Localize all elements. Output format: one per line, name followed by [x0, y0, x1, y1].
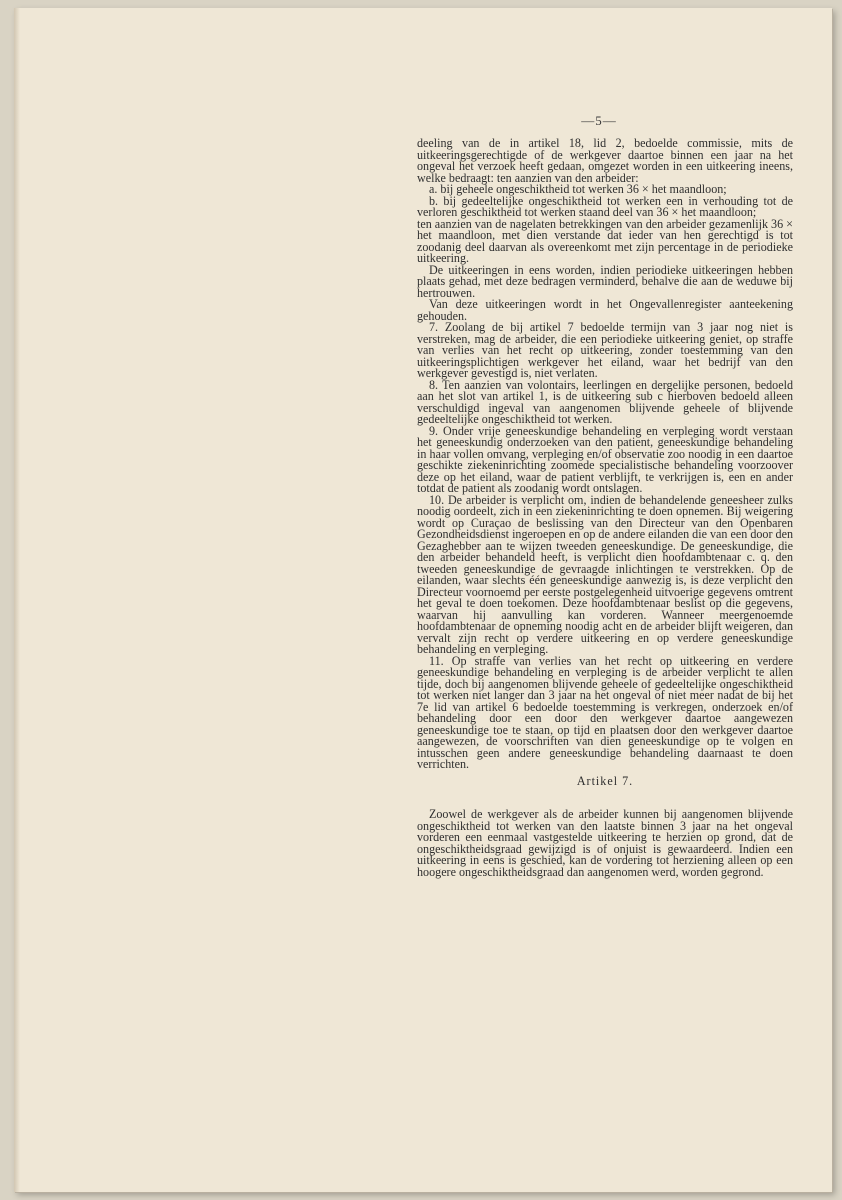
paragraph-8: 8. Ten aanzien van volontairs, leerlingen en dergelijke personen, bedoeld aan het slot van artikel 1, is de uitkeering sub c hierboven bedoeld alleen verschuldigd ingeval van aangenomen blijvende geheele of blijvende gedeeltelijke ongeschiktheid tot werken. — [417, 377, 793, 426]
paragraph-9: 9. Onder vrije geneeskundige behandeling en verpleging wordt verstaan het geneeskundig onderzoeken van den patient, geneeskundige behandeling in haar vollen omvang, verpleging en/of observatie zoo noodig in een daartoe geschikte ziekeninrichting zoomede specialistische behandeling voorzoover deze op het eiland, waar de patient verblijft, te verkrijgen is, een en ander totdat de patient als zoodanig wordt ontslagen. — [417, 423, 793, 495]
article-heading: Artikel 7. — [576, 773, 634, 788]
page-number: —5— — [581, 113, 617, 128]
paragraph-lump-sum: De uitkeeringen in eens worden, indien periodieke uitkeeringen hebben plaats gehad, met deze bedragen verminderd, behalve die aan de weduwe bij hertrouwen. — [417, 262, 793, 300]
paragraph-10: 10. De arbeider is verplicht om, indien de behandelende geneesheer zulks noodig oordeelt, zich in een ziekeninrichting te doen opnemen. Bij weigering wordt op Curaçao de beslissing van den Directeur van den Openbaren Gezondheidsdienst ingeroepen en op de andere eilanden die van een door den Gezaghebber aan te wijzen tweeden geneeskundige. De geneeskundige, die den arbeider behandeld heeft, is verplicht dien hoofdambtenaar c. q. den tweeden geneeskundige de gevraagde inlichtingen te verstrekken. Op de eilanden, waar slechts één geneeskundige aanwezig is, is deze verplicht den Directeur voornoemd per eerste postgelegenheid uitvoerige gegevens omtrent het geval te doen toekomen. Deze hoofdambtenaar beslist op die gegevens, waarvan hij aanvulling kan vorderen. Wanneer meergenoemde hoofdambtenaar de opneming noodig acht en de arbeider blijft weigeren, dan vervalt zijn recht op verdere uitkeering en op verdere geneeskundige behandeling en verpleging. — [417, 492, 793, 656]
article-7-text: Zoowel de werkgever als de arbeider kunnen bij aangenomen blijvende ongeschiktheid tot werken van den laatste binnen 3 jaar na het ongeval vorderen een eenmaal vastgestelde uitkeering te herzien op grond, dat de ongeschiktheidsgraad gewijzigd is of onjuist is gewaardeerd. Indien een uitkeering in eens is geschied, kan de vordering tot herziening alleen op een hoogere ongeschiktheidsgraad dan aangenomen werd, worden gegrond. — [417, 807, 793, 879]
paragraph-register: Van deze uitkeeringen wordt in het Ongevallenregister aanteekening gehouden. — [417, 297, 793, 323]
paragraph-continuation: deeling van de in artikel 18, lid 2, bedoelde commissie, mits de uitkeeringsgerechtigde of de werkgever daartoe binnen een jaar na het ongeval het verzoek heeft gedaan, omgezet worden in een uitkeering ineens, welke bedraagt: ten aanzien van den arbeider: — [417, 136, 793, 185]
paragraph-survivors: ten aanzien van de nagelaten betrekkingen van den arbeider gezamenlijk 36 × het maandloon, met dien verstande dat ieder van hen gerechtigd is tot zoodanig deel daarvan als overeenkomt met zijn percentage in de periodieke uitkeering. — [417, 216, 793, 265]
sub-item-b: b. bij gedeeltelijke ongeschiktheid tot werken een in verhouding tot de verloren geschiktheid tot werken staand deel van 36 × het maandloon; — [417, 193, 793, 219]
sub-item-a: a. bij geheele ongeschiktheid tot werken 36 × het maandloon; — [429, 182, 727, 196]
document-page — [14, 8, 832, 1192]
paragraph-7: 7. Zoolang de bij artikel 7 bedoelde termijn van 3 jaar nog niet is verstreken, mag de arbeider, die een periodieke uitkeering geniet, op straffe van verlies van het recht op uitkeering, zonder toestemming van den uitkeeringsplichtigen werkgever het eiland, waar het bedrijf van den werkgever gevestigd is, niet verlaten. — [417, 320, 793, 380]
body-text — [417, 138, 793, 878]
paragraph-11: 11. Op straffe van verlies van het recht op uitkeering en verdere geneeskundige behandeling en verpleging is de arbeider verplicht te allen tijde, doch bij aangenomen blijvende geheele of gedeeltelijke ongeschiktheid tot werken niet langer dan 3 jaar na het ongeval of niet meer nadat de bij het 7e lid van artikel 6 bedoelde toestemming is verkregen, onderzoek en/of behandeling door een door den werkgever daartoe aangewezen geneeskundige toe te staan, op tijd en plaatsen door den werkgever daartoe aangewezen, de voorschriften van dien geneeskundige op te volgen en intusschen geen andere geneeskundige behandeling daarnaast te doen verrichten. — [417, 653, 793, 771]
